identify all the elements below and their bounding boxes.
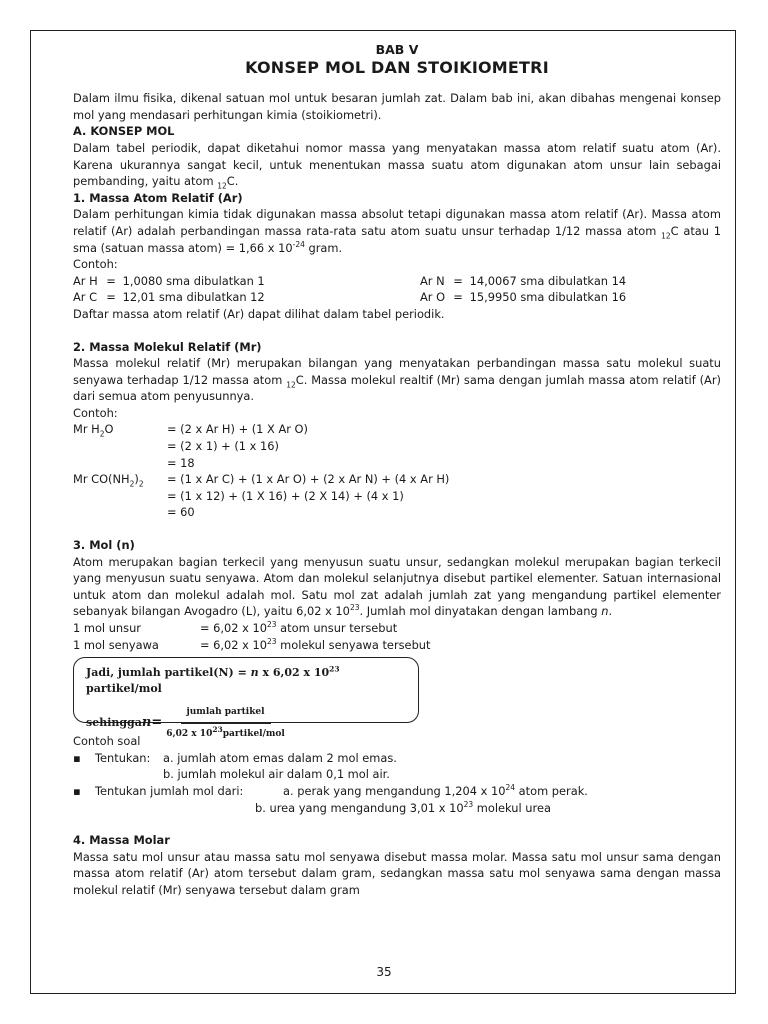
- ar-example-row: Ar C = 12,01 sma dibulatkan 12 Ar O = 15,9950 sma dibulatkan 16: [73, 290, 627, 305]
- section-4-heading: 4. Massa Molar: [73, 833, 170, 848]
- contoh-soal-label: Contoh soal: [73, 734, 141, 749]
- page-number: 35: [376, 965, 392, 979]
- section-1-heading: 1. Massa Atom Relatif (Ar): [73, 190, 243, 205]
- formula-box: [73, 657, 419, 739]
- section-3-heading: 3. Mol (n): [73, 538, 135, 553]
- formula-line-2: sehingga n = $\frac{\text{jumlah partikel}}{6,02 x 10^{23}partikel/mol}$: [86, 704, 418, 742]
- contoh-label: Contoh:: [73, 257, 118, 272]
- exercise-item: ▪ Tentukan: a. jumlah atom emas dalam 2 mol emas.: [73, 750, 397, 765]
- page-content: [73, 42, 721, 899]
- ar-example-row: Ar H = 1,0080 sma dibulatkan 1 Ar N = 14,0067 sma dibulatkan 14: [73, 273, 627, 288]
- section-2-heading: 2. Massa Molekul Relatif (Mr): [73, 339, 262, 354]
- formula-fraction: $\frac{\text{jumlah partikel}}{6,02 x 10^{23}partikel/mol}$: [166, 704, 285, 742]
- exercise-subitem: b. urea yang mengandung 3,01 x $10^{23}$ molekul urea: [255, 799, 551, 815]
- mr-urea-line: = 60: [167, 505, 195, 520]
- contoh-label: Contoh:: [73, 405, 118, 420]
- formula-line-1: Jadi, jumlah partikel(N) = n x 6,02 x $10^{23}$ partikel/mol: [86, 664, 340, 696]
- section-3-paragraph: Atom merupakan bagian terkecil yang menyusun suatu unsur, sedangkan molekul merupakan bagian terkecil yang menyusun suatu senyawa. Atom dan molekul selanjutnya disebut partikel elementer. Satuan internasional untuk atom dan molekul adalah mol. Satu mol zat adalah jumlah zat yang mengandung partikel elementer sebanyak bilangan Avogadro (L), yaitu 6,02 x $10^{23}$. Jumlah mol dinyatakan dengan lambang n.: [73, 554, 721, 619]
- mr-h2o-line: = (2 x 1) + (1 x 16): [167, 439, 279, 454]
- section-a-paragraph: Dalam tabel periodik, dapat diketahui nomor massa yang menyatakan massa atom relatif suatu atom (Ar). Karena ukurannya sangat kecil, untuk menentukan massa suatu atom digunakan atom unsur lain sebagai pembanding, yaitu atom $_{12}$C.: [73, 140, 721, 191]
- mr-h2o-line: = 18: [167, 455, 195, 470]
- section-a-heading: A. KONSEP MOL: [73, 124, 175, 139]
- mr-h2o-line: Mr $H_2O$ = (2 x Ar H) + (1 X Ar O): [73, 422, 308, 439]
- section-1-paragraph: Dalam perhitungan kimia tidak digunakan massa absolut tetapi digunakan massa atom relatif (Ar). Massa atom relatif (Ar) adalah perbandingan massa rata-rata satu atom suatu unsur terhadap 1/12 massa atom $_{12}$C atau 1 sma (satuan massa atom) = 1,66 x $10^{-24}$ gram.: [73, 207, 721, 255]
- section-4-paragraph: Massa satu mol unsur atau massa satu mol senyawa disebut massa molar. Massa satu mol unsur sama dengan massa atom relatif (Ar) atom tersebut dalam gram, sedangkan massa satu mol senyawa sama dengan massa molekul relatif (Mr) senyawa tersebut dalam gram: [73, 849, 721, 897]
- section-2-paragraph: Massa molekul relatif (Mr) merupakan bilangan yang menyatakan perbandingan massa satu molekul suatu senyawa terhadap 1/12 massa atom $_{12}$C. Massa molekul realtif (Mr) sama dengan jumlah massa atom relatif (Ar) dari semua atom penyusunnya.: [73, 356, 721, 404]
- mr-urea-line: = (1 x 12) + (1 X 16) + (2 X 14) + (4 x 1): [167, 488, 404, 503]
- chapter-title: KONSEP MOL DAN STOIKIOMETRI: [245, 57, 549, 77]
- chapter-label: BAB V: [375, 42, 419, 57]
- mol-senyawa-line: 1 mol senyawa = 6,02 x $10^{23}$ molekul senyawa tersebut: [73, 636, 431, 652]
- section-1-closing: Daftar massa atom relatif (Ar) dapat dilihat dalam tabel periodik.: [73, 306, 445, 321]
- intro-paragraph: Dalam ilmu fisika, dikenal satuan mol untuk besaran jumlah zat. Dalam bab ini, akan dibahas mengenai konsep mol yang mendasari perhitungan kimia (stoikiometri).: [73, 91, 721, 122]
- mol-unsur-line: 1 mol unsur = 6,02 x $10^{23}$ atom unsur tersebut: [73, 620, 398, 635]
- exercise-item: ▪ Tentukan jumlah mol dari: a. perak yang mengandung 1,204 x $10^{24}$ atom perak.: [73, 783, 588, 798]
- mr-urea-line: Mr $CO(NH_2)_2$ = (1 x Ar C) + (1 x Ar O) + (2 x Ar N) + (4 x Ar H): [73, 472, 450, 489]
- exercise-subitem: b. jumlah molekul air dalam 0,1 mol air.: [163, 767, 390, 782]
